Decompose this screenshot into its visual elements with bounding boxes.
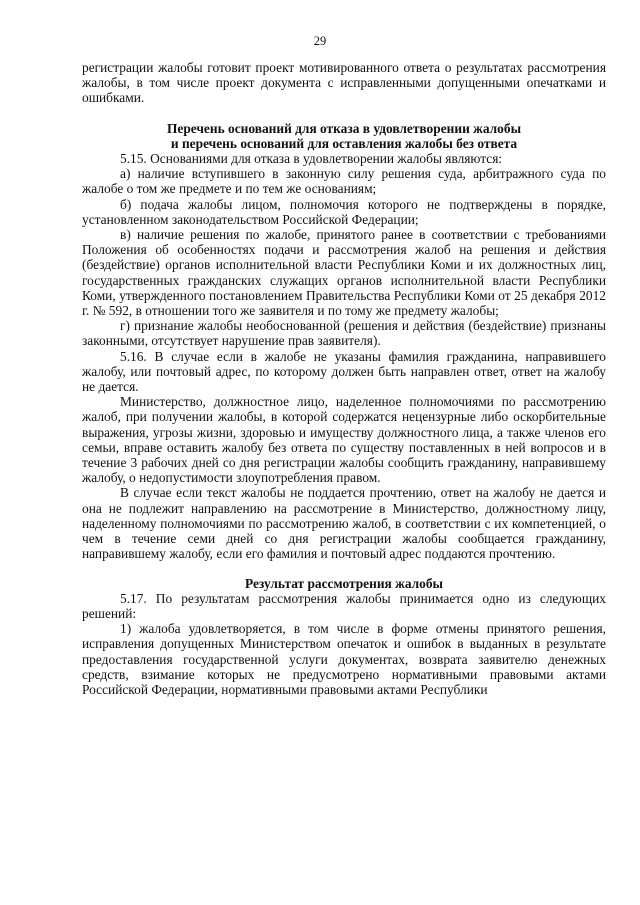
page-number: 29	[313, 34, 327, 48]
section-heading-refusal-line1: Перечень оснований для отказа в удовлетворении жалобы	[166, 120, 522, 136]
paragraph-item-a: а) наличие вступившего в законную силу решения суда, арбитражного суда по жалобе о том же предмете и по тем же основаниям;	[82, 166, 606, 197]
spacer	[82, 106, 606, 121]
paragraph-item-b: б) подача жалобы лицом, полномочия которого не подтверждены в порядке, установленном законодательством Российской Федерации;	[82, 196, 606, 227]
paragraph-ministry: Министерство, должностное лицо, наделенное полномочиями по рассмотрению жалоб, при получении жалобы, в которой содержатся нецензурные либо оскорбительные выражения, угрозы жизни, здоровью и имуществу должностного лица, а также членов его семьи, вправе оставить жалобу без ответа по существу поставленных в ней вопросов и в течение 3 рабочих дней со дня регистрации жалобы сообщить гражданину, направившему жалобу, о недопустимости злоупотребления правом.	[82, 394, 606, 486]
section-heading-refusal-line2: и перечень оснований для оставления жалобы без ответа	[170, 135, 518, 151]
section-heading-result: Результат рассмотрения жалобы	[244, 575, 444, 591]
intro-paragraph: регистрации жалобы готовит проект мотивированного ответа о результатах рассмотрения жалобы, в том числе проект документа с исправленными допущенными опечатками и ошибками.	[82, 60, 606, 106]
paragraph-item-v: в) наличие решения по жалобе, принятого ранее в соответствии с требованиями Положения об особенностях подачи и рассмотрения жалоб на решения и действия (бездействие) органов исполнительной власти Республики Коми и их должностных лиц, государственных гражданских служащих органов исполнительной власти Республики Коми, утвержденного постановлением Правительства Республики Коми от 25 декабря 2012 г. № 592, в отношении того же заявителя и по тому же предмету жалобы;	[82, 227, 606, 319]
paragraph-5-16: 5.16. В случае если в жалобе не указаны фамилия гражданина, направившего жалобу, или почтовый адрес, по которому должен быть направлен ответ, ответ на жалобу не дается.	[82, 348, 606, 395]
paragraph-item-1: 1) жалоба удовлетворяется, в том числе в форме отмены принятого решения, исправления допущенных Министерством опечаток и ошибок в выданных в результате предоставления государственной услуги документах, возврата заявителю денежных средств, взимание которых не предусмотрено нормативными правовыми актами Российской Федерации, нормативными правовыми актами Республики	[82, 621, 606, 697]
paragraph-5-17: 5.17. По результатам рассмотрения жалобы принимается одно из следующих решений:	[82, 590, 606, 621]
paragraph-item-g: г) признание жалобы необоснованной (решения и действия (бездействие) признаны законными, отсутствует нарушение прав заявителя).	[82, 318, 606, 349]
paragraph-unreadable: В случае если текст жалобы не поддается прочтению, ответ на жалобу не дается и она не подлежит направлению на рассмотрение в Министерство, должностному лицу, наделенному полномочиями по рассмотрению жалоб, в соответствии с их компетенцией, о чем в течение семи дней со дня регистрации жалобы сообщается гражданину, направившему жалобу, если его фамилия и почтовый адрес поддаются прочтению.	[82, 485, 606, 562]
paragraph-5-15: 5.15. Основаниями для отказа в удовлетворении жалобы являются:	[120, 151, 503, 167]
document-body	[82, 60, 606, 697]
spacer	[82, 562, 606, 576]
